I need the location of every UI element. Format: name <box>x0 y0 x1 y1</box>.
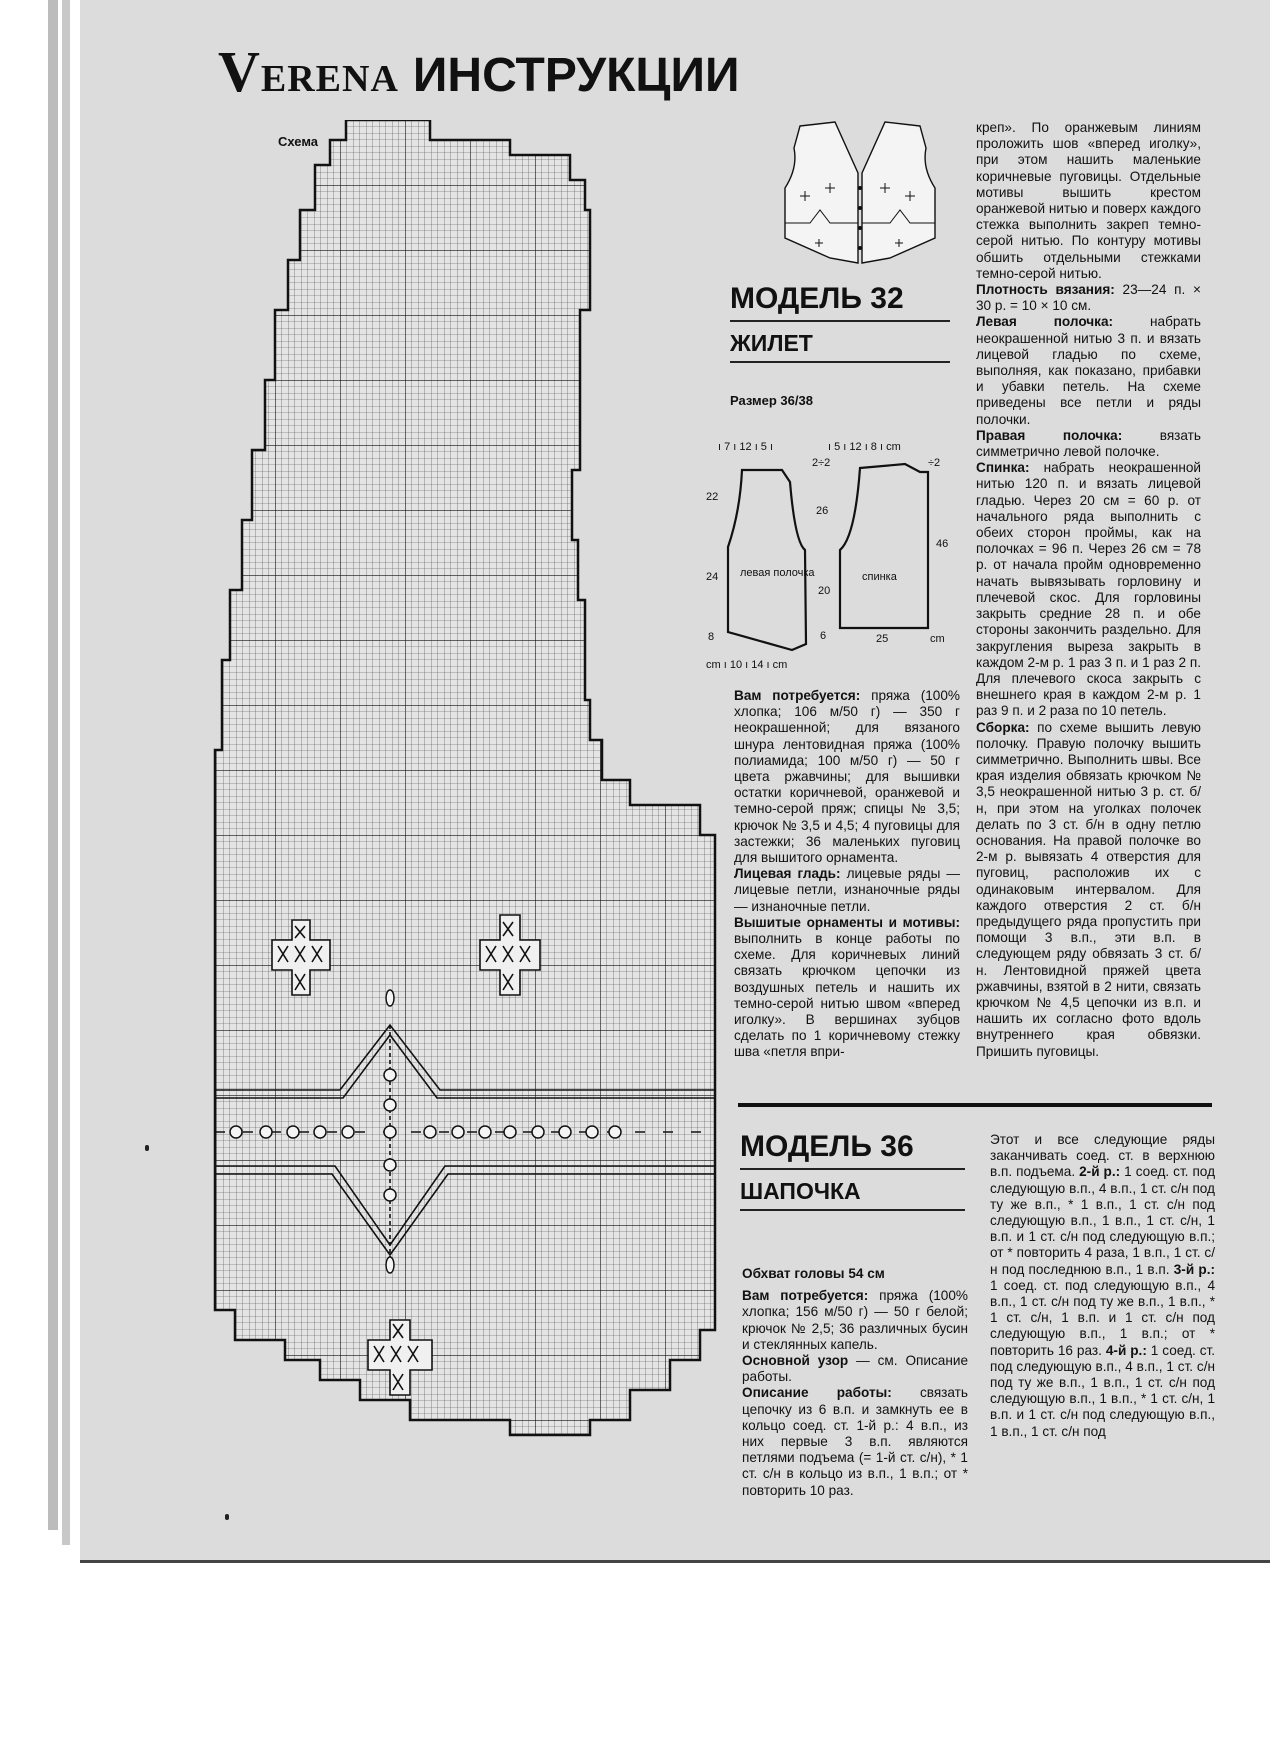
vest-pattern-diagram <box>700 432 960 672</box>
model-36-text-column-1 <box>742 1266 968 1499</box>
paragraph: Основной узор — см. Описание работы. <box>742 1353 969 1385</box>
scan-artifact <box>145 1145 149 1151</box>
dim-top-left: ı 7 ı 12 ı 5 ı <box>718 441 774 453</box>
dim-25: 25 <box>876 633 889 645</box>
section-divider <box>738 1103 1212 1107</box>
dim-26: 26 <box>816 505 829 517</box>
page-edge <box>48 0 58 1530</box>
model-32-text-column-2 <box>976 120 1201 1060</box>
paragraph: Лицевая гладь: лицевые ряды — лицевые петли, изнаночные ряды — изнаночные петли. <box>734 866 961 914</box>
paragraph: Спинка: набрать неокрашенной нитью 120 п. и вязать лицевой гладью. Через 20 см = 60 р. от начального ряда выполнить с обеих сторон проймы, как на полочках = 96 п. Через 26 см = 78 р. от начала пройм одновременно начать вывязывать горловину и плечевой скос. Для горловины закрыть средние 28 п. и обе стороны закончить раздельно. Для закругления выреза закрыть в каждом 2-м р. 1 раз 3 п. и 1 раз 2 п. Для плечевого скоса закрыть с внешнего края в каждом 2-м р. 1 раз 9 п. и 2 раза по 10 петель. <box>976 460 1201 719</box>
dim-20: 20 <box>818 585 831 597</box>
vest-illustration <box>780 118 940 268</box>
left-piece-label: левая полочка <box>740 567 815 579</box>
paragraph: Этот и все следующие ряды заканчивать соед. ст. в верхнюю в.п. подъема. 2-й р.: 1 соед. ст. под следующую в.п., 4 в.п., 1 ст. с/н под ту же в.п., * 1 в.п., 1 ст. с/н под следующую в.п., 1 в.п., 1 ст. с/н, 1 в.п. и 1 ст. с/н под следующую в.п.; от * повторить 4 раза, 1 в.п., 1 ст. с/н под последнюю в.п., 1 в.п. 3-й р.: 1 соед. ст. под следующую в.п., 4 в.п., 1 ст. с/н под ту же в.п., 1 в.п., * 1 ст. с/н, 1 в.п. и 1 ст. с/н под следующую в.п., 1 в.п.; от * повторить 16 раз. 4-й р.: 1 соед. ст. под следующую в.п., 4 в.п., 1 ст. с/н под ту же в.п., 1 в.п., 1 ст. с/н под следующую в.п., 1 в.п., * 1 ст. с/н, 1 в.п. и 1 ст. с/н под следующую в.п., 1 в.п., 1 ст. с/н под <box>990 1132 1216 1439</box>
model-36-heading <box>740 1130 965 1211</box>
dim-cm: cm <box>930 633 945 645</box>
dim-22: 22 <box>706 491 719 503</box>
dim-top-right: ı 5 ı 12 ı 8 ı cm <box>828 441 901 453</box>
dim-2-2: 2÷2 <box>812 457 831 469</box>
paragraph: Сборка: по схеме вышить левую полочку. Правую полочку вышить симметрично. Выполнить швы. Все края изделия обвязать крючком № 3,5 неокрашенной нитью 3 р. ст. б/н, при этом на уголках полочек делать по 3 ст. б/н в одну петлю основания. На правой полочке во 2-м р. вывязать 4 отверстия для пуговиц, расположив их с одинаковым интервалом. Для каждого отверстия 2 ст. б/н предыдущего ряда пропустить при помощи 3 в.п., эти в.п. в следующем ряду обвязать 3 ст. б/н. Лентовидной пряжей цвета ржавчины, взятой в 2 нити, связать крючком № 4,5 цепочки из в.п. и нашить их согласно фото вдоль внутреннего края обвязки. Пришить пуговицы. <box>976 719 1201 1059</box>
back-piece-label: спинка <box>862 571 897 583</box>
paragraph: Вышитые орнаменты и мотивы: выполнить в конце работы по схеме. Для коричневых линий связать крючком цепочки из воздушных петель и нашить их темно-серой нитью швом «вперед иголку». В вершинах зубцов сделать по 1 коричневому стежку шва «петля впри- <box>734 914 960 1060</box>
dim-6: 6 <box>820 630 827 642</box>
paragraph: Описание работы: связать цепочку из 6 в.п. и замкнуть ее в кольцо соед. ст. 1-й р.: 4 в.п., из них первые 3 в.п. являются петлями подъема (= 1-й ст. с/н), * 1 ст. с/н в кольцо из в.п., 1 в.п.; от * повторить 10 раз. <box>742 1385 968 1498</box>
paragraph: Плотность вязания: 23—24 п. × 30 р. = 10 × 10 см. <box>976 282 1201 314</box>
paragraph: креп». По оранжевым линиям проложить шов «вперед иголку», при этом нашить маленькие коричневые пуговицы. Отдельные мотивы вышить крестом оранжевой нитью и поверх каждого стежка выполнить закреп темно-серой нитью. По контуру мотивы обшить отдельными стежками темно-серой нитью. <box>976 120 1201 281</box>
dim-24: 24 <box>706 571 719 583</box>
dim-8: 8 <box>708 631 715 643</box>
model-36-text-column-2 <box>990 1132 1215 1440</box>
model-32-heading <box>730 282 950 363</box>
paragraph: Обхват головы 54 см <box>742 1266 885 1281</box>
scan-artifact <box>225 1514 229 1520</box>
knitting-chart <box>210 120 730 1480</box>
paragraph: Левая полочка: набрать неокрашенной нитью 3 п. и вязать лицевой гладью по схеме, выполняя, как показано, прибавки и убавки петель. На схеме приведены все петли и ряды полочки. <box>976 314 1201 427</box>
paragraph: Вам потребуется: пряжа (100% хлопка; 156 м/50 г) — 50 г белой; крючок № 2,5; 36 различных бусин и стеклянных капель. <box>742 1288 968 1352</box>
page-edge-inner <box>62 0 70 1545</box>
scheme-label: Схема <box>278 134 319 149</box>
model-32-title: МОДЕЛЬ 32 <box>730 282 950 322</box>
model-32-text-column-1 <box>734 688 960 1061</box>
section-title: ИНСТРУКЦИИ <box>412 49 740 102</box>
page-header <box>218 38 739 105</box>
paragraph: Правая полочка: вязать симметрично левой полочке. <box>976 427 1201 460</box>
dim-2: ÷2 <box>928 457 941 469</box>
dim-46: 46 <box>936 538 949 550</box>
dim-bottom: cm ı 10 ı 14 ı cm <box>706 659 788 671</box>
brand-logo: VERENA <box>218 39 399 104</box>
paragraph: Вам потребуется: пряжа (100% хлопка; 106 м/50 г) — 350 г неокрашенной; для вязаного шнура лентовидная пряжа (100% полиамида; 100 м/50 г) — 50 г цвета ржавчины; для вышивки остатки коричневой, оранжевой и темно-серой пряж; спицы № 3,5; крючок № 3,5 и 4,5; 4 пуговицы для застежки; 36 маленьких пуговиц для вышитого орнамента. <box>734 688 960 866</box>
model-32-subtitle: ЖИЛЕТ <box>730 322 950 363</box>
size-label: Размер 36/38 <box>730 393 813 408</box>
model-36-subtitle: ШАПОЧКА <box>740 1170 965 1211</box>
model-36-title: МОДЕЛЬ 36 <box>740 1130 965 1170</box>
